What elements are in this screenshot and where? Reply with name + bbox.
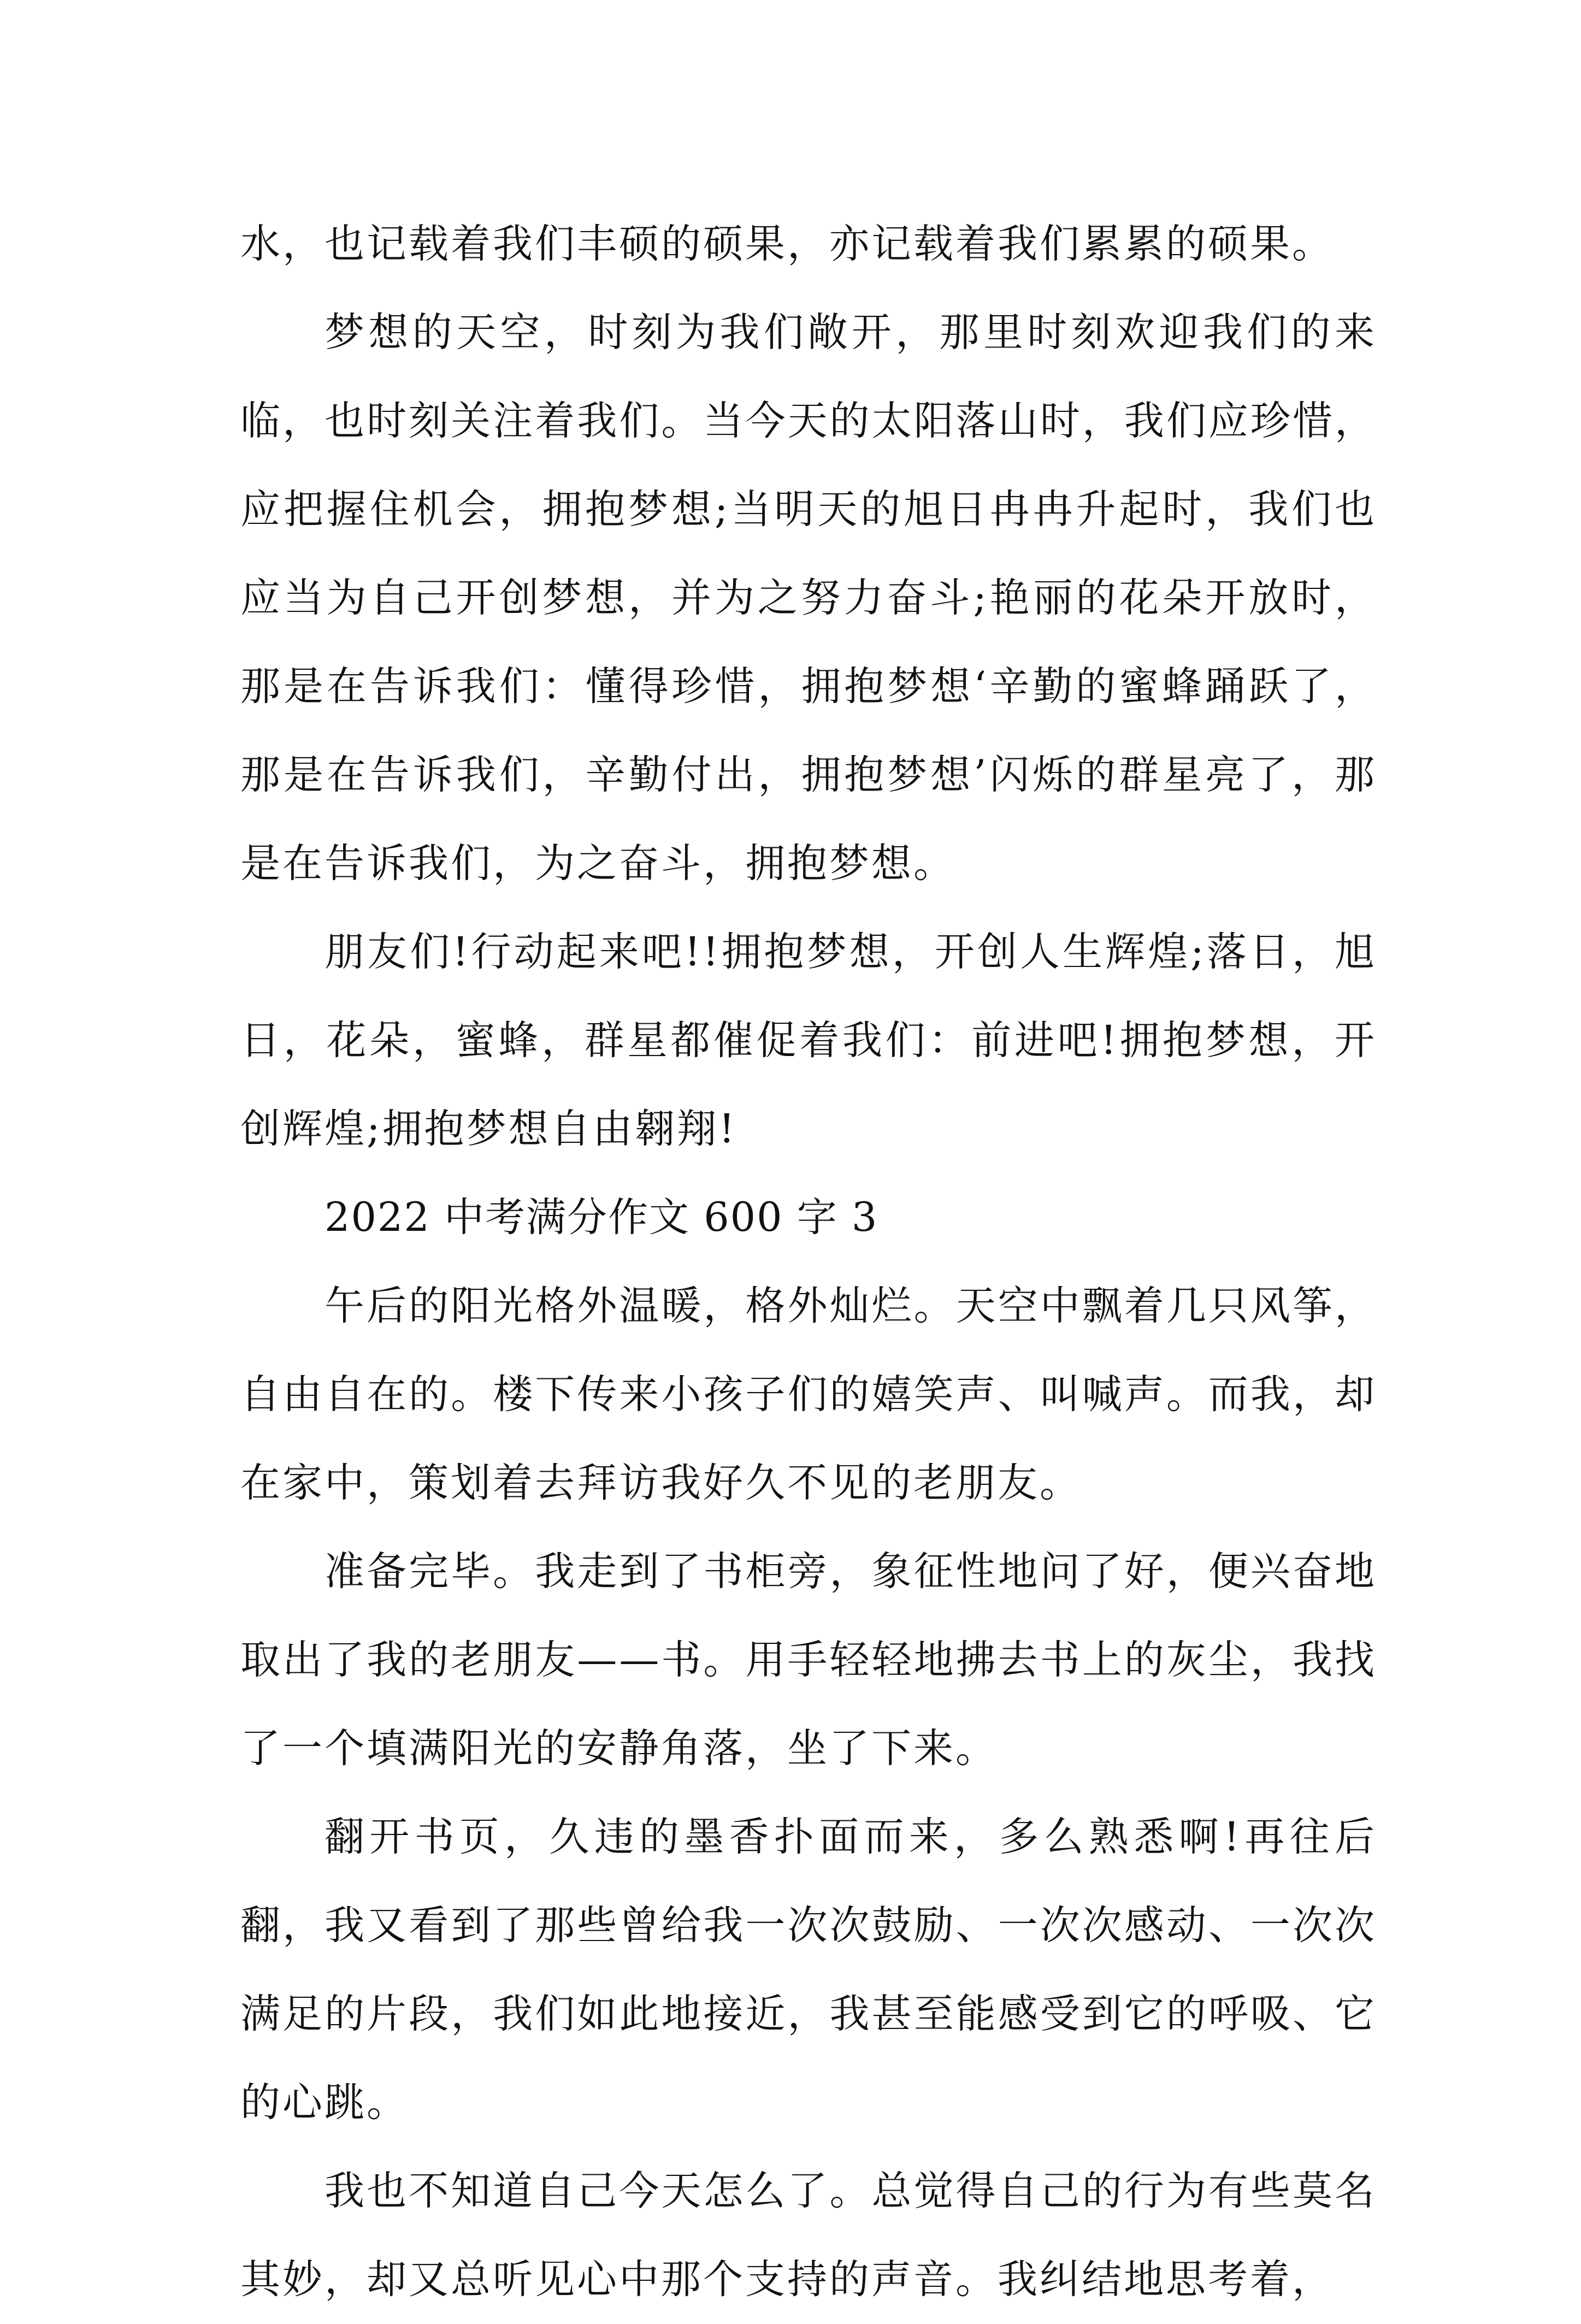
paragraph: 我也不知道自己今天怎么了。总觉得自己的行为有些莫名其妙，却又总听见心中那个支持的声音。我纠结地思考着，: [240, 2168, 1377, 2303]
paragraph: 准备完毕。我走到了书柜旁，象征性地问了好，便兴奋地取出了我的老朋友——书。用手轻轻地拂去书上的灰尘，我找了一个填满阳光的安静角落，坐了下来。: [240, 1548, 1377, 1772]
section-heading: 2022 中考满分作文 600 字 3: [325, 1194, 878, 1241]
paragraph: 翻开书页，久违的墨香扑面而来，多么熟悉啊!再往后翻，我又看到了那些曾给我一次次鼓励、一次次感动、一次次满足的片段，我们如此地接近，我甚至能感受到它的呼吸、它的心跳。: [240, 1814, 1377, 2126]
paragraph: 朋友们!行动起来吧!!拥抱梦想，开创人生辉煌;落日，旭日，花朵，蜜蜂，群星都催促着我们：前进吧!拥抱梦想，开创辉煌;拥抱梦想自由翱翔!: [240, 929, 1377, 1152]
paragraph: 午后的阳光格外温暖，格外灿烂。天空中飘着几只风筝，自由自在的。楼下传来小孩子们的嬉笑声、叫喊声。而我，却在家中，策划着去拜访我好久不见的老朋友。: [240, 1283, 1377, 1506]
paragraph: 梦想的天空，时刻为我们敞开，那里时刻欢迎我们的来临，也时刻关注着我们。当今天的太阳落山时，我们应珍惜，应把握住机会，拥抱梦想;当明天的旭日冉冉升起时，我们也应当为自己开创梦想，并为之努力奋斗;艳丽的花朵开放时，那是在告诉我们：懂得珍惜，拥抱梦想‘辛勤的蜜蜂踊跃了，那是在告诉我们，辛勤付出，拥抱梦想’闪烁的群星亮了，那是在告诉我们，为之奋斗，拥抱梦想。: [240, 309, 1377, 887]
paragraph: 水，也记载着我们丰硕的硕果，亦记载着我们累累的硕果。: [240, 221, 1334, 267]
document-body: [240, 200, 1377, 2324]
